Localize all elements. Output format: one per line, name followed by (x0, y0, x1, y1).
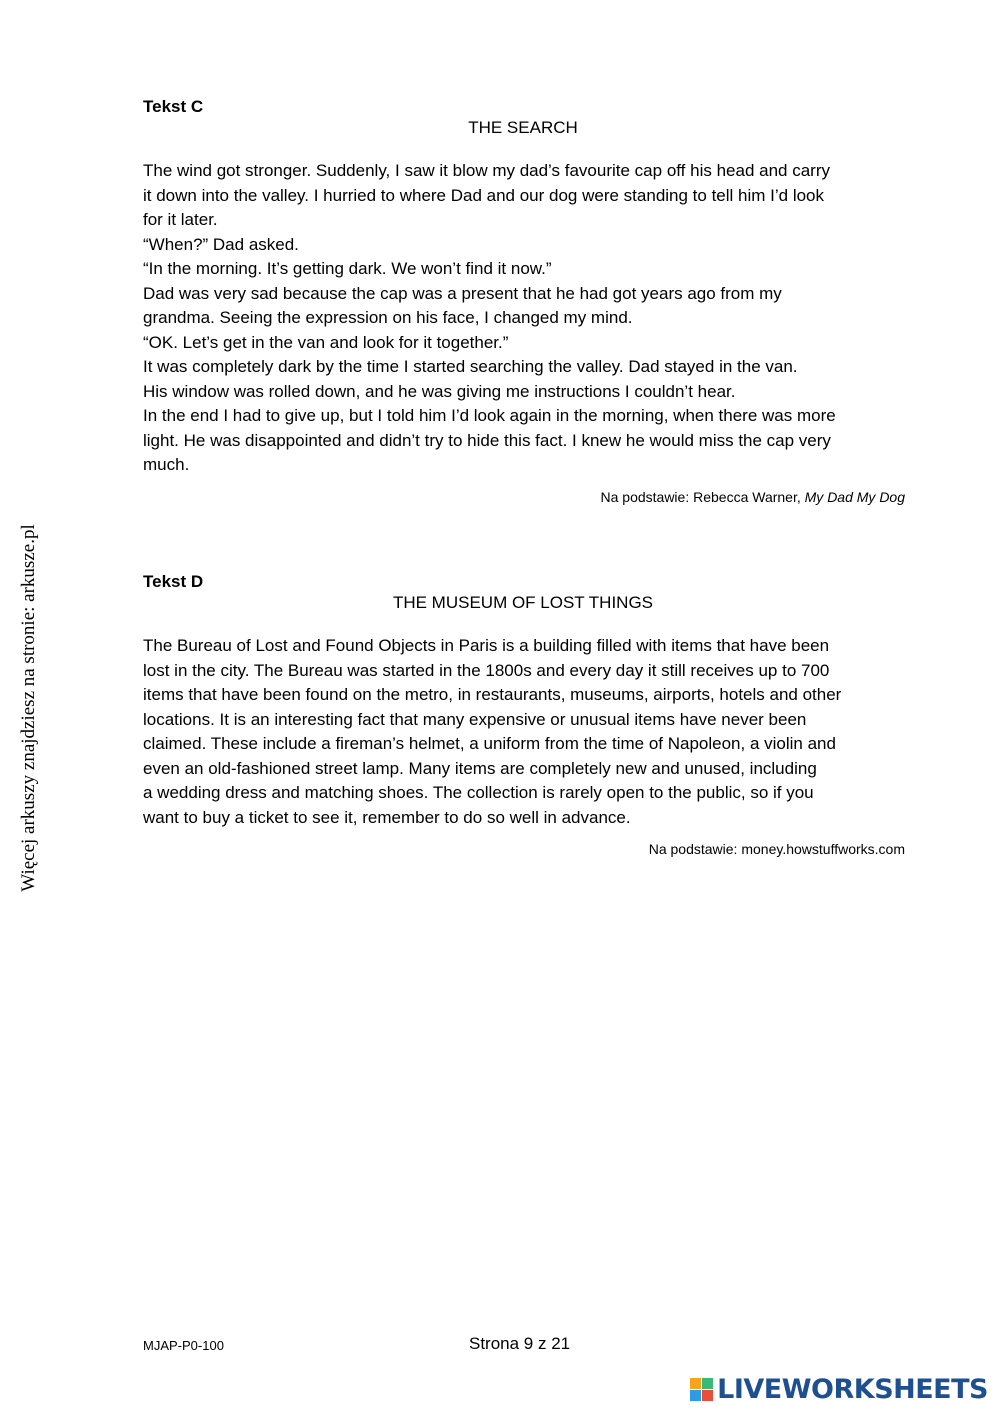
text-c-line: “In the morning. It’s getting dark. We won’t find it now.” (143, 259, 552, 278)
text-d-line: lost in the city. The Bureau was started in the 1800s and every day it still receives up to 700 (143, 660, 830, 680)
text-c-line: In the end I had to give up, but I told him I’d look again in the morning, when there was more (143, 406, 836, 425)
text-c-body (143, 159, 913, 478)
text-d-line: want to buy a ticket to see it, remember to do so well in advance. (143, 807, 631, 827)
text-c-line: Dad was very sad because the cap was a present that he had got years ago from my (143, 283, 782, 303)
text-d-line: items that have been found on the metro, in restaurants, museums, airports, hotels and other (143, 685, 842, 704)
logo-square (702, 1390, 713, 1401)
liveworksheets-wordmark: LIVEWORKSHEETS (717, 1374, 988, 1405)
text-c-source (143, 487, 905, 507)
text-c-line: grandma. Seeing the expression on his face, I changed my mind. (143, 308, 633, 327)
text-c-line: much. (143, 455, 190, 474)
text-c-section (143, 96, 913, 507)
text-d-line: claimed. These include a fireman’s helmet, a uniform from the time of Napoleon, a violin and (143, 734, 836, 753)
exam-code: MJAP-P0-100 (143, 1338, 224, 1353)
text-d-line: The Bureau of Lost and Found Objects in Paris is a building filled with items that have been (143, 636, 830, 655)
text-c-source-title: My Dad My Dog (804, 488, 905, 505)
text-c-line: The wind got stronger. Suddenly, I saw it blow my dad’s favourite cap off his head and carry (143, 161, 830, 180)
text-c-title: THE SEARCH (468, 118, 578, 137)
text-d-section (143, 571, 913, 859)
text-c-line: It was completely dark by the time I started searching the valley. Dad stayed in the van. (143, 357, 798, 376)
page-number: Strona 9 z 21 (469, 1334, 571, 1353)
text-d-body (143, 634, 913, 830)
text-d-line: locations. It is an interesting fact that many expensive or unusual items have never been (143, 709, 807, 729)
logo-square (702, 1378, 713, 1389)
text-d-title: THE MUSEUM OF LOST THINGS (392, 593, 654, 612)
text-c-line: for it later. (143, 210, 218, 229)
liveworksheets-brand[interactable] (690, 1374, 988, 1405)
side-watermark-note: Więcej arkuszy znajdziesz na stronie: arkusze.pl (18, 524, 39, 892)
text-c-line: “OK. Let’s get in the van and look for it together.” (143, 332, 509, 352)
text-d-label: Tekst D (143, 572, 204, 591)
text-c-label: Tekst C (143, 97, 204, 116)
text-d-line: a wedding dress and matching shoes. The collection is rarely open to the public, so if you (143, 783, 814, 802)
logo-square (690, 1378, 701, 1389)
text-c-line: it down into the valley. I hurried to where Dad and our dog were standing to tell him I’d look (143, 185, 825, 205)
text-c-source-prefix: Na podstawie: Rebecca Warner, (600, 488, 805, 505)
text-c-line: His window was rolled down, and he was giving me instructions I couldn’t hear. (143, 381, 736, 401)
text-d-line: even an old-fashioned street lamp. Many items are completely new and unused, including (143, 758, 817, 778)
text-c-line: “When?” Dad asked. (143, 234, 299, 254)
text-d-source: Na podstawie: money.howstuffworks.com (648, 841, 905, 857)
text-c-line: light. He was disappointed and didn’t try to hide this fact. I knew he would miss the cap very (143, 430, 831, 450)
logo-square (690, 1390, 701, 1401)
liveworksheets-logo-icon (690, 1378, 713, 1401)
